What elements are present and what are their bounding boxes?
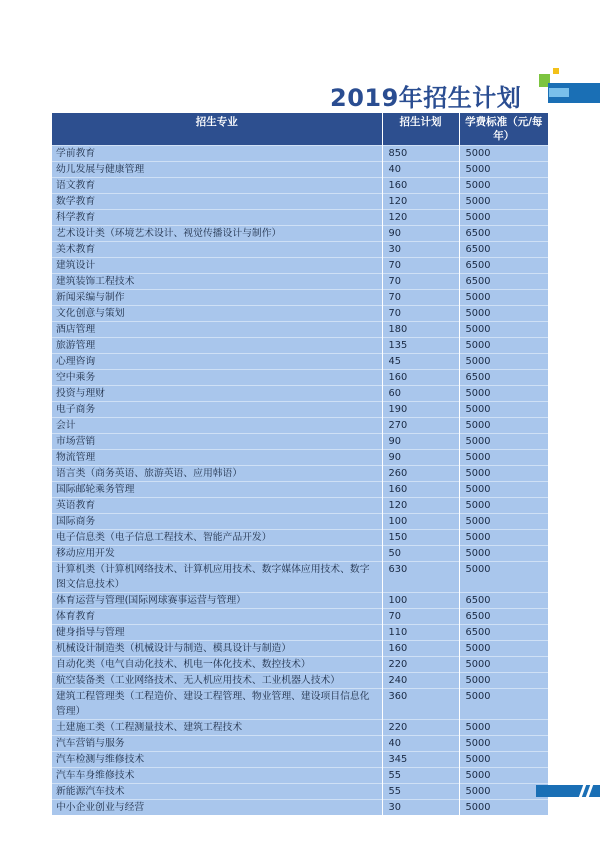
cell-tuition: 5000 [459,290,548,306]
cell-plan: 360 [382,689,459,720]
cell-plan: 40 [382,162,459,178]
cell-tuition: 5000 [459,689,548,720]
table-row [52,434,548,450]
cell-tuition: 5000 [459,562,548,593]
cell-tuition: 5000 [459,402,548,418]
cell-plan: 110 [382,625,459,641]
cell-major: 语文教育 [52,178,382,194]
cell-tuition: 6500 [459,370,548,386]
cell-plan: 100 [382,514,459,530]
cell-major: 物流管理 [52,450,382,466]
table-row [52,194,548,210]
cell-plan: 90 [382,226,459,242]
cell-plan: 30 [382,800,459,816]
table-row [52,657,548,673]
table-row [52,162,548,178]
table-row [52,354,548,370]
cell-major: 自动化类（电气自动化技术、机电一体化技术、数控技术） [52,657,382,673]
cell-tuition: 6500 [459,274,548,290]
cell-major: 移动应用开发 [52,546,382,562]
cell-plan: 850 [382,146,459,162]
table-row [52,673,548,689]
cell-plan: 240 [382,673,459,689]
cell-plan: 70 [382,306,459,322]
cell-tuition: 5000 [459,482,548,498]
cell-tuition: 5000 [459,178,548,194]
table-row [52,530,548,546]
cell-major: 国际邮轮乘务管理 [52,482,382,498]
table-row [52,609,548,625]
table-row [52,210,548,226]
cell-tuition: 5000 [459,784,548,800]
cell-tuition: 5000 [459,322,548,338]
cell-tuition: 5000 [459,466,548,482]
cell-plan: 60 [382,386,459,402]
cell-tuition: 5000 [459,210,548,226]
table-row [52,402,548,418]
cell-major: 建筑设计 [52,258,382,274]
cell-plan: 100 [382,593,459,609]
cell-plan: 135 [382,338,459,354]
cell-tuition: 6500 [459,609,548,625]
cell-major: 幼儿发展与健康管理 [52,162,382,178]
cell-major: 旅游管理 [52,338,382,354]
cell-tuition: 5000 [459,306,548,322]
cell-major: 航空装备类（工业网络技术、无人机应用技术、工业机器人技术） [52,673,382,689]
table-row [52,386,548,402]
cell-major: 新闻采编与制作 [52,290,382,306]
cell-tuition: 5000 [459,800,548,816]
table-row [52,498,548,514]
cell-major: 电子信息类（电子信息工程技术、智能产品开发） [52,530,382,546]
enrollment-plan-table [52,113,548,815]
page-title: 2019年招生计划 [330,84,522,112]
cell-plan: 55 [382,768,459,784]
cell-tuition: 5000 [459,514,548,530]
table-row [52,752,548,768]
cell-major: 会计 [52,418,382,434]
cell-major: 市场营销 [52,434,382,450]
cell-tuition: 5000 [459,673,548,689]
table-row [52,322,548,338]
cell-tuition: 5000 [459,418,548,434]
cell-plan: 70 [382,274,459,290]
cell-tuition: 5000 [459,194,548,210]
cell-tuition: 5000 [459,530,548,546]
cell-plan: 30 [382,242,459,258]
cell-tuition: 5000 [459,162,548,178]
cell-major: 心理咨询 [52,354,382,370]
cell-major: 语言类（商务英语、旅游英语、应用韩语） [52,466,382,482]
cell-tuition: 6500 [459,593,548,609]
table-row [52,466,548,482]
cell-tuition: 5000 [459,720,548,736]
cell-plan: 40 [382,736,459,752]
table-row [52,514,548,530]
cell-major: 英语教育 [52,498,382,514]
cell-major: 建筑装饰工程技术 [52,274,382,290]
enrollment-table-container [52,113,548,815]
cell-major: 文化创意与策划 [52,306,382,322]
table-row [52,450,548,466]
cell-tuition: 5000 [459,736,548,752]
cell-plan: 160 [382,641,459,657]
table-row [52,768,548,784]
cell-tuition: 5000 [459,450,548,466]
table-row [52,562,548,593]
cell-major: 酒店管理 [52,322,382,338]
header-tuition: 学费标准（元/每年） [459,113,548,146]
cell-tuition: 5000 [459,354,548,370]
table-row [52,784,548,800]
cell-plan: 220 [382,657,459,673]
cell-major: 汽车车身维修技术 [52,768,382,784]
cell-major: 国际商务 [52,514,382,530]
cell-plan: 90 [382,450,459,466]
cell-tuition: 5000 [459,498,548,514]
cell-major: 中小企业创业与经营 [52,800,382,816]
cell-plan: 50 [382,546,459,562]
cell-major: 艺术设计类（环境艺术设计、视觉传播设计与制作） [52,226,382,242]
table-row [52,418,548,434]
cell-major: 汽车检测与维修技术 [52,752,382,768]
cell-plan: 220 [382,720,459,736]
cell-tuition: 5000 [459,752,548,768]
cell-major: 计算机类（计算机网络技术、计算机应用技术、数字媒体应用技术、数字图文信息技术） [52,562,382,593]
table-row [52,720,548,736]
cell-major: 土建施工类（工程测量技术、建筑工程技术 [52,720,382,736]
cell-plan: 190 [382,402,459,418]
cell-major: 学前教育 [52,146,382,162]
cell-major: 投资与理财 [52,386,382,402]
cell-tuition: 6500 [459,242,548,258]
cell-tuition: 5000 [459,338,548,354]
table-header-row [52,113,548,146]
cell-plan: 345 [382,752,459,768]
table-row [52,370,548,386]
table-row [52,641,548,657]
cell-tuition: 6500 [459,226,548,242]
light-blue-square-decoration [549,88,569,97]
cell-plan: 45 [382,354,459,370]
cell-plan: 630 [382,562,459,593]
cell-major: 汽车营销与服务 [52,736,382,752]
cell-plan: 120 [382,194,459,210]
cell-plan: 180 [382,322,459,338]
table-row [52,274,548,290]
cell-tuition: 5000 [459,434,548,450]
cell-major: 科学教育 [52,210,382,226]
cell-plan: 90 [382,434,459,450]
table-row [52,178,548,194]
cell-tuition: 5000 [459,386,548,402]
cell-plan: 55 [382,784,459,800]
table-row [52,306,548,322]
table-body [52,146,548,816]
header-plan: 招生计划 [382,113,459,146]
cell-major: 健身指导与管理 [52,625,382,641]
cell-plan: 70 [382,290,459,306]
yellow-square-decoration [553,68,559,74]
table-row [52,258,548,274]
cell-plan: 160 [382,178,459,194]
table-row [52,546,548,562]
cell-major: 电子商务 [52,402,382,418]
table-row [52,625,548,641]
cell-plan: 270 [382,418,459,434]
cell-plan: 120 [382,210,459,226]
cell-major: 新能源汽车技术 [52,784,382,800]
cell-plan: 70 [382,609,459,625]
cell-tuition: 5000 [459,768,548,784]
cell-major: 体育运营与管理(国际网球赛事运营与管理） [52,593,382,609]
table-row [52,800,548,816]
cell-major: 体育教育 [52,609,382,625]
cell-major: 美术教育 [52,242,382,258]
cell-plan: 160 [382,482,459,498]
cell-tuition: 6500 [459,258,548,274]
cell-plan: 150 [382,530,459,546]
cell-major: 机械设计制造类（机械设计与制造、模具设计与制造） [52,641,382,657]
cell-plan: 260 [382,466,459,482]
cell-major: 空中乘务 [52,370,382,386]
cell-major: 建筑工程管理类（工程造价、建设工程管理、物业管理、建设项目信息化管理） [52,689,382,720]
table-row [52,689,548,720]
table-row [52,146,548,162]
cell-tuition: 5000 [459,641,548,657]
cell-major: 数学教育 [52,194,382,210]
cell-plan: 70 [382,258,459,274]
table-row [52,736,548,752]
cell-tuition: 5000 [459,146,548,162]
cell-plan: 160 [382,370,459,386]
table-row [52,290,548,306]
table-row [52,242,548,258]
cell-plan: 120 [382,498,459,514]
cell-tuition: 5000 [459,546,548,562]
cell-tuition: 5000 [459,657,548,673]
header-major: 招生专业 [52,113,382,146]
table-row [52,338,548,354]
table-row [52,482,548,498]
table-row [52,593,548,609]
cell-tuition: 6500 [459,625,548,641]
table-row [52,226,548,242]
